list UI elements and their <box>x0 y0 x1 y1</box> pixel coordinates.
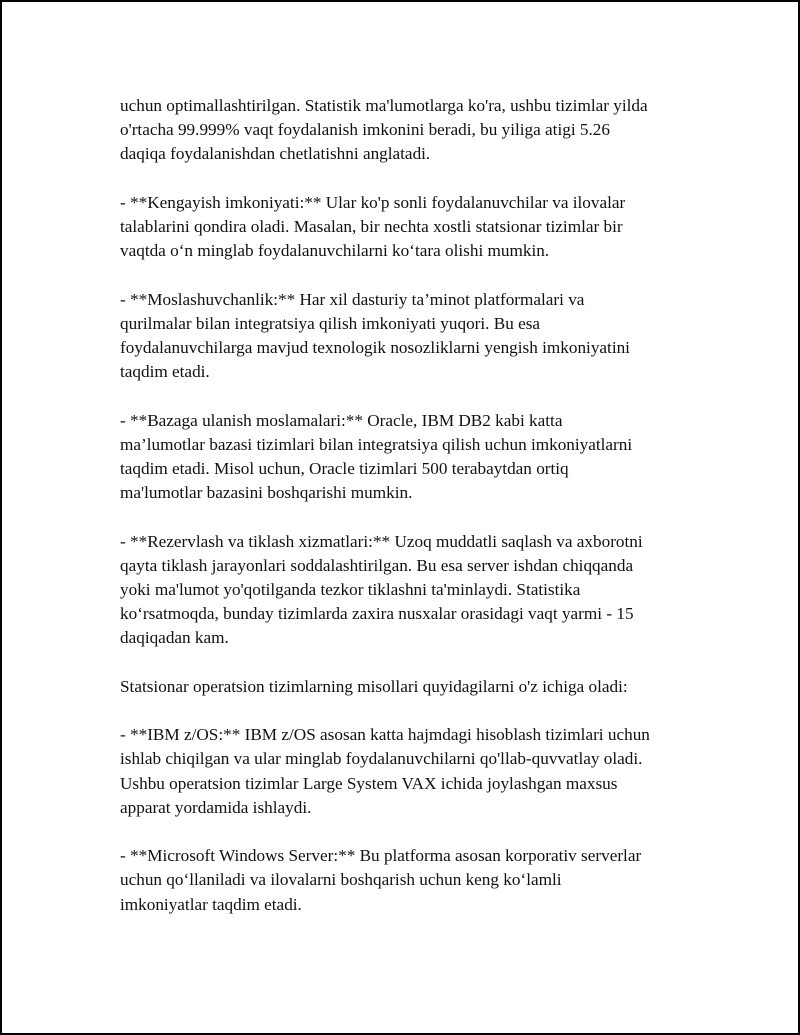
text-line: taqdim etadi. Misol uchun, Oracle tizimlari 500 terabaytdan ortiq <box>120 459 569 478</box>
text-line: ma'lumotlar bazasini boshqarishi mumkin. <box>120 483 413 503</box>
paragraph <box>120 675 700 699</box>
text-line: daqiqa foydalanishdan chetlatishni anglatadi. <box>120 144 431 164</box>
text-line: imkoniyatlar taqdim etadi. <box>120 894 302 914</box>
text-line: apparat yordamida ishlaydi. <box>120 797 312 817</box>
paragraph <box>120 94 700 167</box>
text-line: ko‘rsatmoqda, bunday tizimlarda zaxira nusxalar orasidagi vaqt yarmi - 15 <box>120 604 634 624</box>
text-line: qayta tiklash jarayonlari soddalashtirilgan. Bu esa server ishdan chiqqanda <box>120 555 634 575</box>
paragraph <box>120 288 700 385</box>
text-line: o'rtacha 99.999% vaqt foydalanish imkonini beradi, bu yiliga atigi 5.26 <box>120 120 610 140</box>
text-line: - **Microsoft Windows Server:** Bu platforma asosan korporativ serverlar <box>120 846 642 866</box>
text-line: - **Moslashuvchanlik:** Har xil dasturiy ta’minot platformalari va <box>120 289 585 309</box>
text-line: yoki ma'lumot yo'qotilganda tezkor tiklashni ta'minlaydi. Statistika <box>120 580 581 599</box>
text-line: - **Rezervlash va tiklash xizmatlari:** Uzoq muddatli saqlash va axborotni <box>120 531 643 551</box>
text-line: talablarini qondira oladi. Masalan, bir nechta xostli statsionar tizimlar bir <box>120 217 623 236</box>
text-line: vaqtda o‘n minglab foydalanuvchilarni ko‘tara olishi mumkin. <box>120 241 550 261</box>
text-line: - **Kengayish imkoniyati:** Ular ko'p sonli foydalanuvchilar va ilovalar <box>120 192 626 212</box>
text-line: uchun optimallashtirilgan. Statistik ma'lumotlarga ko'ra, ushbu tizimlar yilda <box>120 96 648 115</box>
text-line: - **Bazaga ulanish moslamalari:** Oracle, IBM DB2 kabi katta <box>120 410 563 430</box>
text-line: - **IBM z/OS:** IBM z/OS asosan katta hajmdagi hisoblash tizimlari uchun <box>120 725 650 745</box>
text-line: uchun qo‘llaniladi va ilovalarni boshqarish uchun keng ko‘lamli <box>120 870 562 890</box>
text-line: taqdim etadi. <box>120 362 210 382</box>
paragraph <box>120 530 700 651</box>
text-line: Ushbu operatsion tizimlar Large System VAX ichida joylashgan maxsus <box>120 773 618 793</box>
text-line: qurilmalar bilan integratsiya qilish imkoniyati yuqori. Bu esa <box>120 313 541 333</box>
text-line: ishlab chiqilgan va ular minglab foydalanuvchilarni qo'llab-quvvatlay oladi. <box>120 749 643 769</box>
text-line: ma’lumotlar bazasi tizimlari bilan integratsiya qilish uchun imkoniyatlarni <box>120 434 633 454</box>
paragraph <box>120 191 700 264</box>
paragraph <box>120 409 700 506</box>
document-body <box>120 94 700 941</box>
text-line: daqiqadan kam. <box>120 628 229 648</box>
text-line: foydalanuvchilarga mavjud texnologik nosozliklarni yengish imkoniyatini <box>120 338 630 357</box>
paragraph <box>120 844 700 917</box>
paragraph <box>120 723 700 820</box>
text-line: Statsionar operatsion tizimlarning misollari quyidagilarni o'z ichiga oladi: <box>120 676 628 696</box>
